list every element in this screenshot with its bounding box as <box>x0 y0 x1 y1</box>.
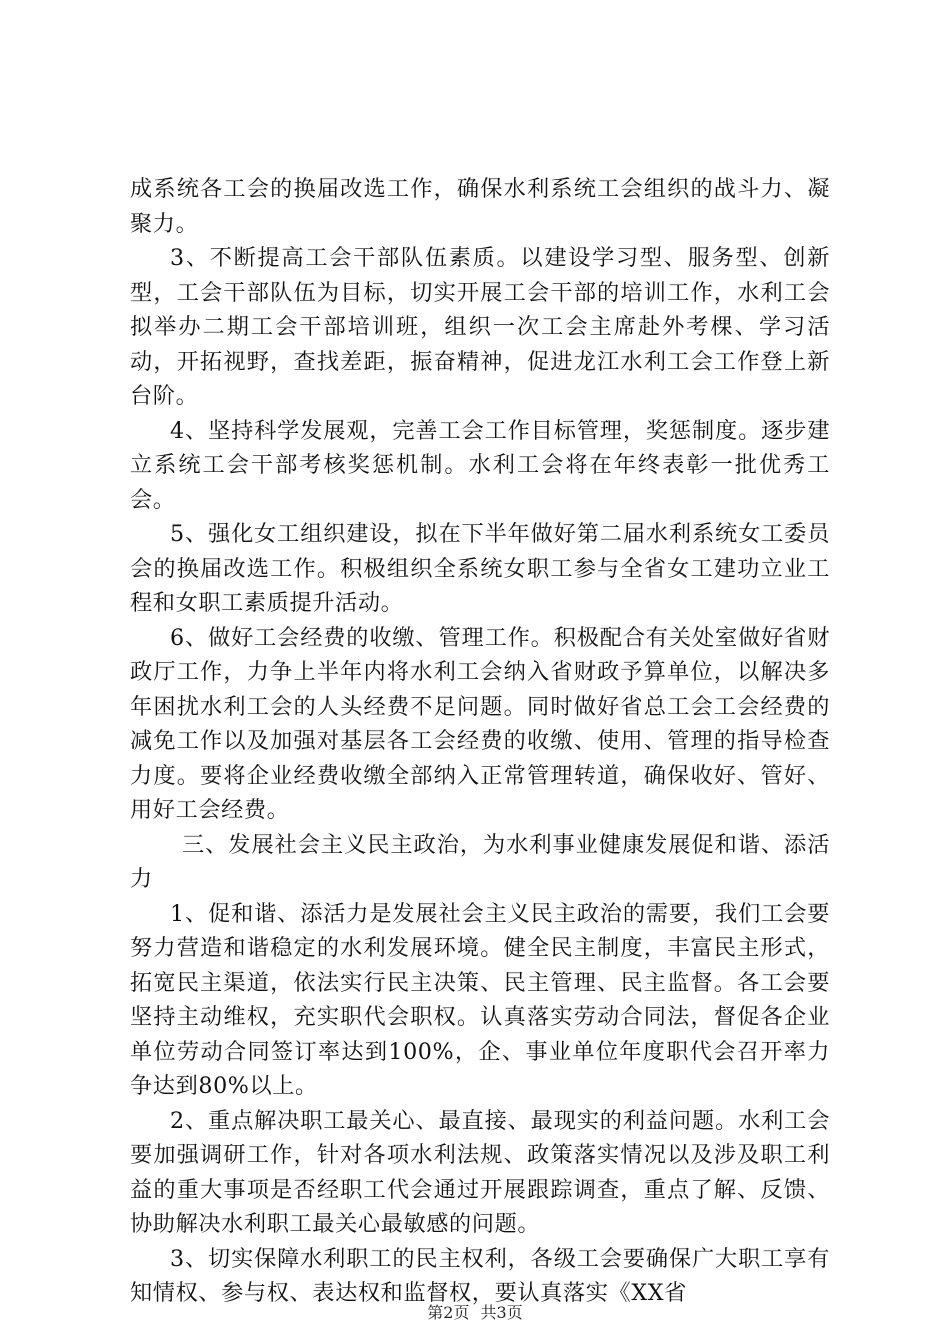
page-number: 第2页 <box>427 1303 470 1322</box>
document-body <box>130 172 830 1311</box>
paragraph-item-4: 4、坚持科学发展观，完善工会工作目标管理，奖惩制度。逐步建立系统工会干部考核奖惩机制。水利工会将在年终表彰一批优秀工会。 <box>130 417 830 513</box>
page-footer <box>0 1300 950 1323</box>
paragraph-continuation: 成系统各工会的换届改选工作，确保水利系统工会组织的战斗力、凝聚力。 <box>130 176 830 237</box>
paragraph-item-6: 6、做好工会经费的收缴、管理工作。积极配合有关处室做好省财政厅工作，力争上半年内将水利工会纳入省财政予算单位，以解决多年困扰水利工会的人头经费不足问题。同时做好省总工会工会经费的减免工作以及加强对基层各工会经费的收缴、使用、管理的指导检查力度。要将企业经费收缴全部纳入正常管理转道，确保收好、管好、用好工会经费。 <box>130 624 830 823</box>
paragraph-section3-item-3: 3、切实保障水利职工的民主权利，各级工会要确保广大职工享有知情权、参与权、表达权和监督权，要认真落实《XX省 <box>130 1245 830 1306</box>
paragraph-item-5: 5、强化女工组织建设，拟在下半年做好第二届水利系统女工委员会的换届改选工作。积极组织全系统女职工参与全省女工建功立业工程和女职工素质提升活动。 <box>130 521 830 616</box>
section-heading-3: 三、发展社会主义民主政治，为水利事业健康发展促和谐、添活力 <box>130 831 830 892</box>
page-total: 共3页 <box>480 1303 523 1322</box>
paragraph-section3-item-2: 2、重点解决职工最关心、最直接、最现实的利益问题。水利工会要加强调研工作，针对各项水利法规、政策落实情况以及涉及职工利益的重大事项是否经职工代会通过开展跟踪调查，重点了解、反馈、协助解决水利职工最关心最敏感的问题。 <box>130 1107 830 1237</box>
paragraph-item-3: 3、不断提高工会干部队伍素质。以建设学习型、服务型、创新型，工会干部队伍为目标，切实开展工会干部的培训工作，水利工会拟举办二期工会干部培训班，组织一次工会主席赴外考棵、学习活动，开拓视野，查找差距，振奋精神，促进龙江水利工会工作登上新台阶。 <box>130 245 830 409</box>
paragraph-section3-item-1: 1、促和谐、添活力是发展社会主义民主政治的需要，我们工会要努力营造和谐稳定的水利发展环境。健全民主制度，丰富民主形式，拓宽民主渠道，依法实行民主决策、民主管理、民主监督。各工会要坚持主动维权，充实职代会职权。认真落实劳动合同法，督促各企业单位劳动合同签订率达到100%，企、事业单位年度职代会召开率力争达到80%以上。 <box>130 900 830 1099</box>
